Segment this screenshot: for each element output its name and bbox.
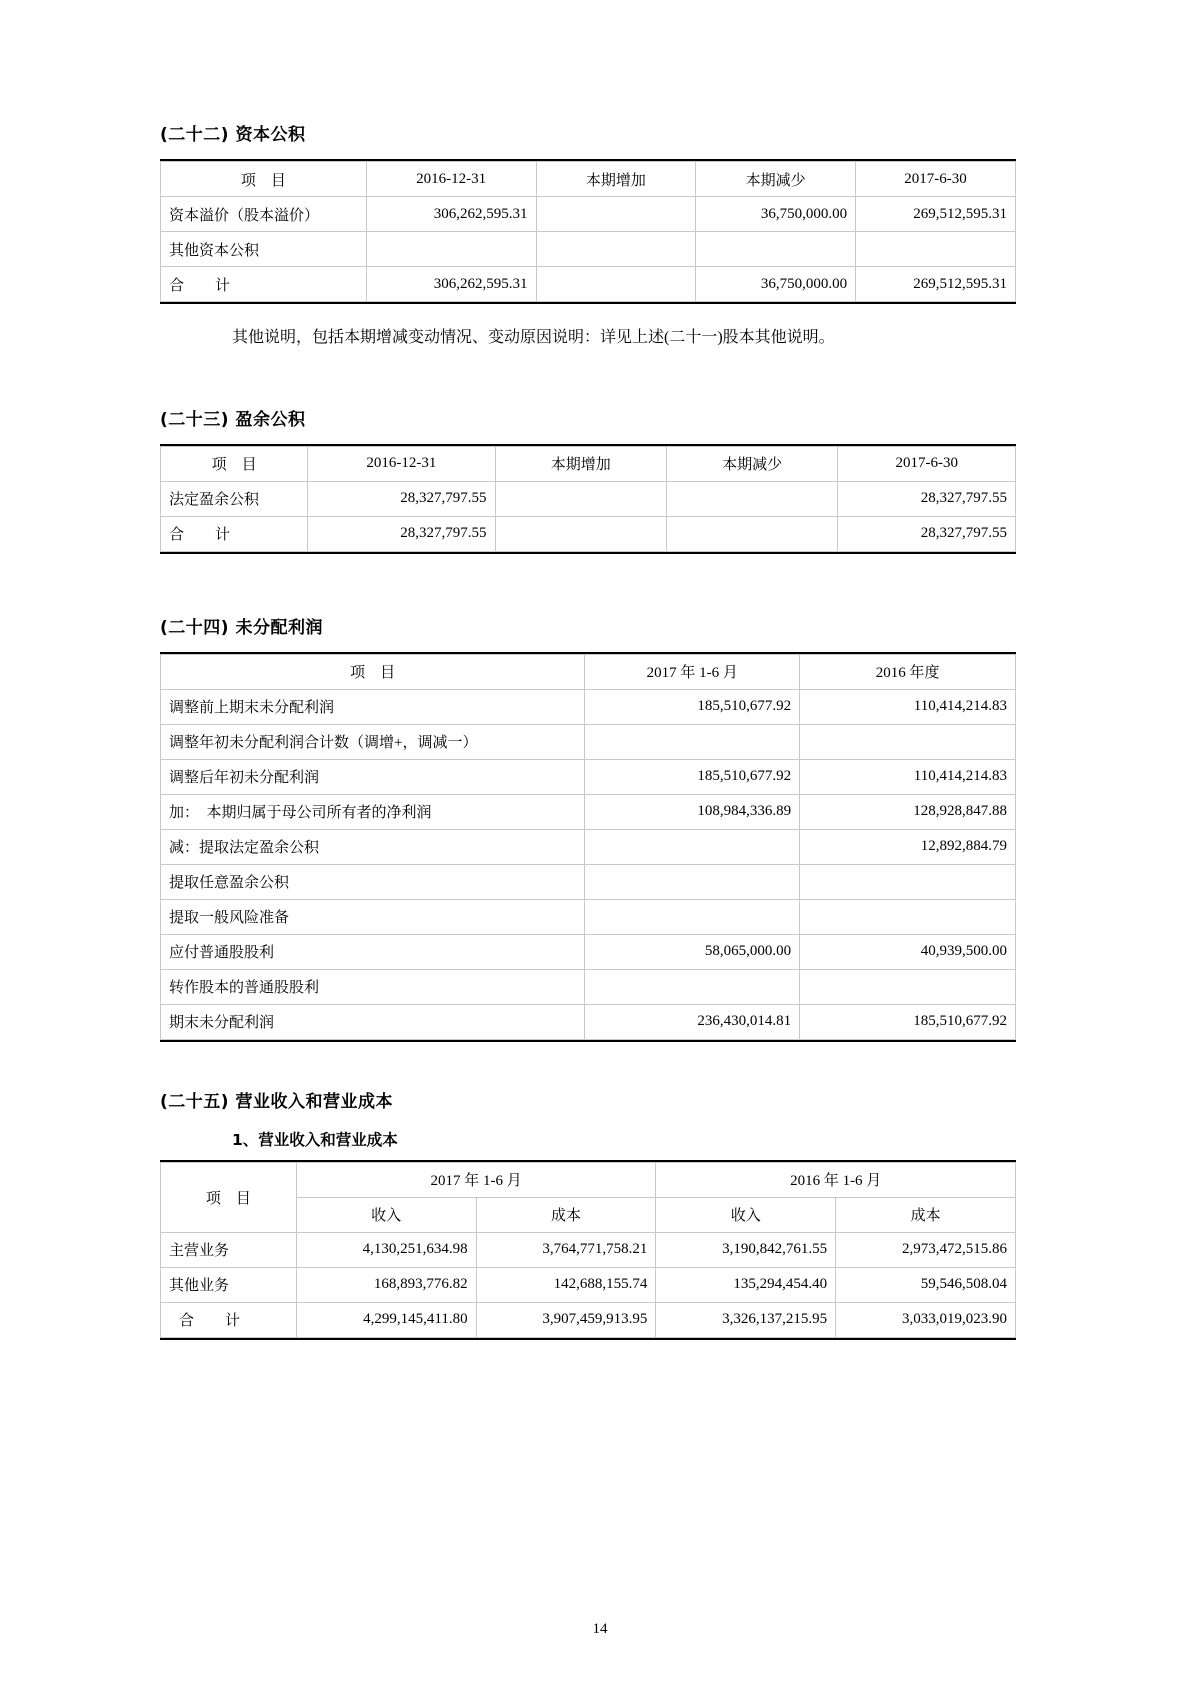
cell-value: 306,262,595.31 [366,197,536,232]
table-row [161,481,1016,516]
row-label: 转作股本的普通股股利 [161,969,585,1004]
cell-value: 36,750,000.00 [696,267,856,302]
cell-value: 3,907,459,913.95 [476,1302,656,1337]
cell-value [585,899,800,934]
col-header-revenue-2017: 收入 [296,1197,476,1232]
col-header-cost-2016: 成本 [836,1197,1016,1232]
col-header-item: 项 目 [161,446,308,481]
cell-value: 59,546,508.04 [836,1267,1016,1302]
col-header-revenue-2016: 收入 [656,1197,836,1232]
row-label: 资本溢价（股本溢价） [161,197,367,232]
cell-value: 135,294,454.40 [656,1267,836,1302]
table-wrapper-revenue-cost [160,1160,1016,1340]
row-label: 调整后年初未分配利润 [161,759,585,794]
col-header-item: 项 目 [161,654,585,689]
cell-value: 40,939,500.00 [800,934,1016,969]
col-header-cost-2017: 成本 [476,1197,656,1232]
row-label: 合 计 [161,1302,297,1337]
table-revenue-cost [160,1162,1016,1338]
cell-value [536,197,696,232]
col-header-2017-6-30: 2017-6-30 [838,446,1016,481]
row-label: 提取任意盈余公积 [161,864,585,899]
section-title-undistributed-profit: (二十四) 未分配利润 [160,617,323,638]
table-row [161,794,1016,829]
cell-value: 306,262,595.31 [366,267,536,302]
cell-value [536,232,696,267]
table-row-total [161,267,1016,302]
cell-value: 28,327,797.55 [308,516,495,551]
cell-value: 28,327,797.55 [308,481,495,516]
cell-value [536,267,696,302]
cell-value: 236,430,014.81 [585,1004,800,1039]
table-header-row [161,654,1016,689]
cell-value [366,232,536,267]
cell-value: 185,510,677.92 [585,759,800,794]
row-label: 减：提取法定盈余公积 [161,829,585,864]
page-number: 14 [592,1621,608,1637]
cell-value: 108,984,336.89 [585,794,800,829]
cell-value [495,481,666,516]
table-row [161,829,1016,864]
table-capital-reserve [160,161,1016,302]
section-revenue-cost [160,1087,1040,1345]
section-undistributed-profit [160,613,1040,1047]
cell-value: 269,512,595.31 [856,267,1016,302]
table-row [161,969,1016,1004]
group-header-2017-h1: 2017 年 1-6 月 [296,1162,656,1197]
row-label: 法定盈余公积 [161,481,308,516]
row-label: 其他业务 [161,1267,297,1302]
row-label: 期末未分配利润 [161,1004,585,1039]
section-title-surplus-reserve: (二十三) 盈余公积 [160,409,306,430]
table-header-row-group [161,1162,1016,1197]
row-label: 调整前上期末未分配利润 [161,689,585,724]
cell-value [585,864,800,899]
table-row-total [161,1302,1016,1337]
group-header-2016-h1: 2016 年 1-6 月 [656,1162,1016,1197]
table-row [161,724,1016,759]
table-row [161,689,1016,724]
table-undistributed-profit [160,654,1016,1040]
cell-value: 3,764,771,758.21 [476,1232,656,1267]
table-row-total [161,516,1016,551]
cell-value [800,969,1016,1004]
cell-value: 128,928,847.88 [800,794,1016,829]
cell-value: 110,414,214.83 [800,689,1016,724]
cell-value: 3,326,137,215.95 [656,1302,836,1337]
cell-value: 3,190,842,761.55 [656,1232,836,1267]
cell-value [800,899,1016,934]
cell-value: 2,973,472,515.86 [836,1232,1016,1267]
table-row [161,759,1016,794]
table-row [161,934,1016,969]
table-row-total [161,1004,1016,1039]
row-label: 其他资本公积 [161,232,367,267]
col-header-2017-h1: 2017 年 1-6 月 [585,654,800,689]
cell-value [585,724,800,759]
note-capital-reserve: 其他说明，包括本期增减变动情况、变动原因说明：详见上述(二十一)股本其他说明。 [232,329,835,346]
col-header-2017-6-30: 2017-6-30 [856,162,1016,197]
cell-value: 168,893,776.82 [296,1267,476,1302]
section-title-revenue-cost: (二十五) 营业收入和营业成本 [160,1091,393,1112]
cell-value: 4,130,251,634.98 [296,1232,476,1267]
col-header-item: 项 目 [161,162,367,197]
cell-value: 58,065,000.00 [585,934,800,969]
col-header-2016-year: 2016 年度 [800,654,1016,689]
col-header-decrease: 本期减少 [666,446,837,481]
table-wrapper-undistributed-profit [160,652,1016,1042]
col-header-increase: 本期增加 [495,446,666,481]
subsection-title-revenue-cost: 1、营业收入和营业成本 [232,1130,398,1149]
col-header-increase: 本期增加 [536,162,696,197]
cell-value: 28,327,797.55 [838,481,1016,516]
table-wrapper-capital-reserve [160,159,1016,304]
table-row [161,1232,1016,1267]
row-label: 加： 本期归属于母公司所有者的净利润 [161,794,585,829]
cell-value [666,481,837,516]
table-row [161,232,1016,267]
cell-value: 28,327,797.55 [838,516,1016,551]
cell-value: 142,688,155.74 [476,1267,656,1302]
table-row [161,1267,1016,1302]
col-header-item: 项 目 [161,1162,297,1232]
cell-value [495,516,666,551]
cell-value [856,232,1016,267]
cell-value [585,829,800,864]
table-header-row [161,162,1016,197]
cell-value: 36,750,000.00 [696,197,856,232]
col-header-2016-12-31: 2016-12-31 [308,446,495,481]
cell-value: 12,892,884.79 [800,829,1016,864]
cell-value: 185,510,677.92 [585,689,800,724]
cell-value [800,724,1016,759]
cell-value: 4,299,145,411.80 [296,1302,476,1337]
cell-value: 269,512,595.31 [856,197,1016,232]
row-label: 合 计 [161,516,308,551]
table-row [161,197,1016,232]
section-capital-reserve [160,120,1040,351]
cell-value [666,516,837,551]
row-label: 主营业务 [161,1232,297,1267]
table-row [161,864,1016,899]
cell-value [585,969,800,1004]
table-header-row [161,446,1016,481]
row-label: 合 计 [161,267,367,302]
cell-value: 110,414,214.83 [800,759,1016,794]
table-wrapper-surplus-reserve [160,444,1016,554]
section-title-capital-reserve: (二十二) 资本公积 [160,125,306,145]
cell-value: 3,033,019,023.90 [836,1302,1016,1337]
table-surplus-reserve [160,446,1016,552]
col-header-2016-12-31: 2016-12-31 [366,162,536,197]
row-label: 提取一般风险准备 [161,899,585,934]
cell-value [696,232,856,267]
section-surplus-reserve [160,405,1040,559]
cell-value: 185,510,677.92 [800,1004,1016,1039]
col-header-decrease: 本期减少 [696,162,856,197]
table-row [161,899,1016,934]
row-label: 调整年初未分配利润合计数（调增+，调减一） [161,724,585,759]
row-label: 应付普通股股利 [161,934,585,969]
cell-value [800,864,1016,899]
